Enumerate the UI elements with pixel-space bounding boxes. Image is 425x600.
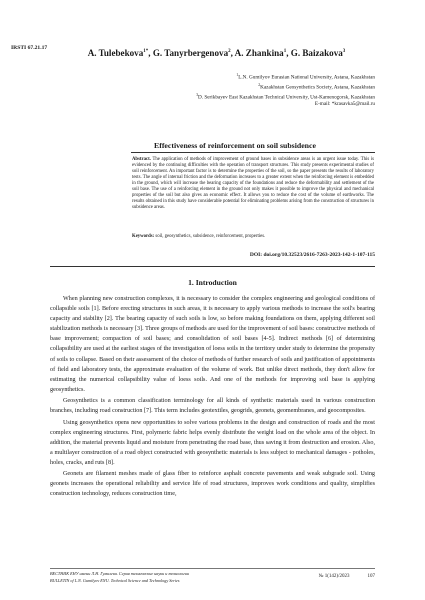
affiliation-line: $^2$Kazakhstan Geosynthetics Society, Astana, Kazakhstan (258, 82, 375, 91)
affiliation-line: $^3$D. Serikbayev East Kazakhstan Technical University, Ust-Kamenogorsk, Kazakhstan (196, 92, 375, 101)
section-heading: 1. Introduction (188, 278, 237, 287)
abstract (132, 157, 374, 211)
title-divider (131, 152, 375, 153)
journal-name (50, 571, 189, 584)
abstract-text: The application of methods of improvement of ground bases in subsidence areas is an urgent issue today. This is evidenced by the continuing difficulties with the operation of transport structures. This study presents experimental studies of soil reinforcement. An important factor is to determine the properties of the soil, so the paper presents the results of laboratory tests. The angle of internal friction and the deformation increases to a greater extent when the reinforcing element is embedded in the ground, which will increase the bearing capacity of the foundations and reduce the deformability and settlement of the soil base. The use of a reinforcing element in the ground not only makes it possible to improve the physical and mechanical properties of the soil but also gives an economic effect. It allows you to reduce the cost of the volume of earthworks. The results obtained in this study have considerable potential for eliminating problems arising from the construction of structures in subsidence areas. (132, 157, 374, 210)
paragraph: When planning new construction complexes, it is necessary to consider the complex engineering and geological conditions of collapsible soils [1]. Before erecting structures in such areas, it is necessary to apply various methods to increase the soil's bearing capacity and stability [2]. The bearing capacity of such soils is low, so before making foundations on them, applying different soil stabilization methods is necessary [3]. Three groups of methods are used for the improvement of soil bases: constructive methods of base improvement; compaction of soil bases; and consolidation of soil bases [4-5]. Indirect methods [6] of determining collapsibility are used at the earliest stages of the investigation of loess soils in the territory under study to determine the propensity of soils to collapse. Based on their assessment of the choice of methods of further research of soils and justification of appointments of field and laboratory tests, the approximate evaluation of the volume of work. But unlike direct methods, they don't allow for estimating the numerical collapsibility value of loess soils. And one of the methods for improving soil base is applying geosynthetics. (50, 296, 375, 393)
author-name: G. Tanyrbergenova (152, 48, 229, 58)
issue-number: № 1(142)/2023 (318, 574, 350, 579)
author-affil-mark: 3 (342, 48, 346, 54)
author-affil-mark: 2 (228, 48, 231, 54)
affiliation-line: $^1$L.N. Gumilyov Eurasian National University, Astana, Kazakhstan (236, 73, 375, 81)
section-divider (50, 266, 375, 267)
footer-meta (319, 574, 375, 579)
keywords-label: Keywords: (132, 234, 155, 239)
paper-title: Effectiveness of reinforcement on soil subsidence (154, 141, 316, 150)
keywords (132, 234, 374, 240)
author-name: A. Zhankina (234, 48, 284, 58)
paragraph: Geosynthetics is a common classification terminology for all kinds of synthetic materials used in various construction branches, including road construction [7]. This term includes geotextiles, geogrids, geonets, geomembranes, and geocomposites. (50, 398, 375, 415)
author-name: G. Baizakova (290, 48, 343, 58)
journal-name-ru: ВЕСТНИК ЕНУ имени Л.Н. Гумилева. Серия технические науки и технологии (50, 571, 189, 576)
footer-divider (50, 568, 375, 569)
abstract-label: Abstract. (132, 157, 151, 162)
email-line[interactable]: E-mail: *krasavka5@mail.ru (314, 101, 375, 108)
author-affil-mark: 1* (143, 48, 149, 54)
affiliations (196, 72, 375, 109)
keywords-text: soil, geosynthetics, subsidence, reinforcement, properties. (155, 234, 266, 239)
paragraph: Using geosynthetics opens new opportunities to solve various problems in the design and construction of roads and the most complex engineering structures. First, polymeric fabric helps evenly distribute the weight load on the whole area of the object. In addition, the material prevents liquid and moisture from penetrating the road base, thus saving it from destruction and erosion. Also, a multilayer construction of a road object constructed with geosynthetic materials is less subject to mechanical damages - potholes, holes, cracks, and ruts [8]. (50, 419, 375, 466)
author-list: A. Tulebekova$^{1*}$, G. Tanyrbergenova$^2$, A. Zhankina$^1$, G. Baizakova$^3$ (87, 48, 346, 58)
irsti-code: IRSTI 67.21.17 (11, 45, 48, 51)
paragraph: Geonets are filament meshes made of glass fiber to reinforce asphalt concrete pavements and weak subgrade soil. Using geonets increases the operational reliability and service life of road structures, improves work conditions and quality, simplifies construction technology, reduces construction time, (50, 471, 375, 498)
journal-name-en: BULLETIN of L.N. Gumilyov ENU. Technical Science and Technology Series (50, 577, 180, 583)
author-name: A. Tulebekova (87, 48, 144, 58)
page-number: 107 (367, 574, 375, 579)
author-affil-mark: 1 (283, 48, 287, 54)
doi-link[interactable]: DOI: doi.org/10.32523/2616-7263-2023-142-1-107-115 (249, 252, 375, 258)
body-text (50, 294, 375, 501)
